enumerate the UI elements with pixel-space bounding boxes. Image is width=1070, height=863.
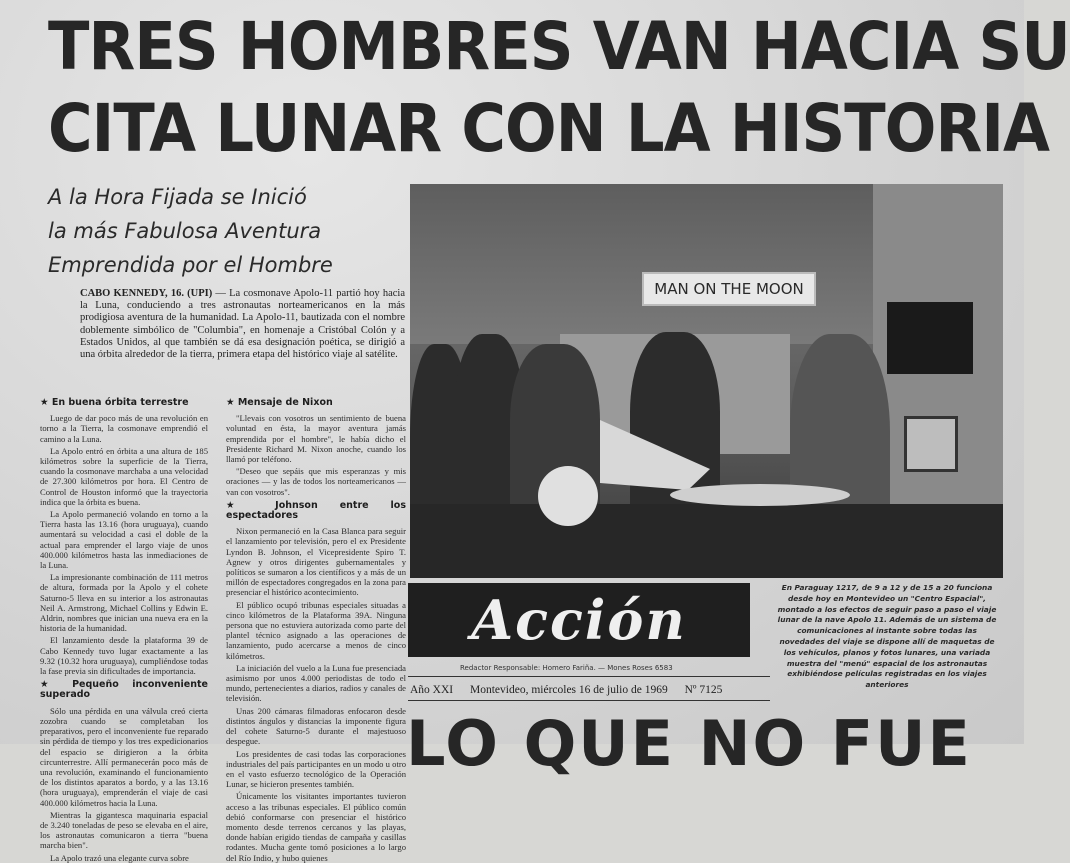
lead-paragraph [80, 288, 405, 361]
paragraph: La iniciación del vuelo a la Luna fue presenciada asimismo por unos 4.000 periodistas de todo el mundo, pertenecientes a diarios, radios y canales de televisión. [226, 662, 406, 704]
headline-line-1: TRES HOMBRES VAN HACIA SU [48, 8, 1070, 85]
photo-tv-set [904, 416, 958, 472]
masthead-logo [408, 583, 750, 657]
paragraph: Luego de dar poco más de una revolución en torno a la Tierra, la cosmonave emprendió el camino a la Luna. [40, 413, 208, 444]
headline-line-2: CITA LUNAR CON LA HISTORIA [48, 90, 1050, 167]
section-heading: ★ En buena órbita terrestre [40, 397, 189, 408]
paragraph: La impresionante combinación de 111 metros de altura, formada por la Apolo y el cohete Saturno-5 lleva en su interior a los astronautas Neil A. Armstrong, Michael Collins y Edwin E. Aldrin, nombres que inician una nueva era en la historia de la humanidad. [40, 572, 208, 634]
dateline: CABO KENNEDY, 16. (UPI) [80, 288, 213, 299]
issue-number: Nº 7125 [684, 684, 723, 696]
masthead-redactor: Redactor Responsable: Homero Fariña. — Mones Roses 6583 [460, 664, 673, 672]
subhead-line-2: la más Fabulosa Aventura [48, 219, 322, 243]
issue-year: Año XXI [410, 684, 454, 696]
paragraph: Sólo una pérdida en una válvula creó cierta zozobra cuando se completaban los preparativos, pero el inconveniente fue reparado sin pérdida de tiempo y los tres expedicionarios del espacio se dirigieron a la órbita circunterrestre. Allí permanecerán poco más de una revolución, examinando el funcionamiento de los distintos aparatos a bordo, y a las 13.16 (hora uruguaya), emprenderán el viaje de casi 400.000 kilómetros hacia la Luna. [40, 705, 208, 808]
paragraph: La Apolo permaneció volando en torno a la Tierra hasta las 13.16 (hora uruguaya), cuando aumentará su velocidad a casi el doble de la actual para emprender el largo viaje de unos 400.000 kilómetros hasta las inmediaciones de la Luna. [40, 509, 208, 571]
paragraph: El lanzamiento desde la plataforma 39 de Cabo Kennedy tuvo lugar exactamente a las 9.32 (10.32 hora uruguaya), cumpliéndose todas la fase previa sin dificultades de importancia. [40, 635, 208, 677]
masthead-folio [410, 684, 770, 696]
masthead-divider [408, 676, 770, 677]
subheadline [48, 180, 408, 282]
paragraph: El público ocupó tribunas especiales situadas a cinco kilómetros de la Plataforma 39A. Ninguna persona que no estuviera autorizada como parte del plantel técnico asignado a las operaciones de lanzamiento, pudo acercarse a menos de cinco kilómetros. [226, 599, 406, 661]
photo-caption: En Paraguay 1217, de 9 a 12 y de 15 a 20 funciona desde hoy en Montevideo un "Centro Espacial", montado a los efectos de seguir paso a paso el viaje lunar de la nave Apolo 11. Además de un sistema de comunicaciones al instante sobre todas las novedades del viaje se dispone allí de maquetas de los vehículos, planos y fotos lunares, una variada muestra del "menú" espacial de los astronautas exhibiéndose películas registradas en los viajes anteriores [777, 583, 997, 690]
article-column-2 [226, 394, 406, 863]
photo-globe-model [538, 466, 598, 526]
news-photo [410, 184, 1003, 578]
subhead-line-3: Emprendida por el Hombre [48, 253, 333, 277]
section-heading: ★ Mensaje de Nixon [226, 397, 333, 408]
man-on-the-moon-sign: MAN ON THE MOON [642, 272, 816, 306]
paragraph: Unas 200 cámaras filmadoras enfocaron desde distintos ángulos y distancias la imponente figura del cohete Saturno-5 durante el majestuoso despegue. [226, 705, 406, 747]
article-column-1 [40, 394, 208, 863]
paragraph: Nixon permaneció en la Casa Blanca para seguir el lanzamiento por televisión, pero el ex Presidente Lyndon B. Johnson, el Vicepresidente Spiro T. Agnew y otros dirigentes gubernamentales y políticos se sumaron a los científicos y a más de un millón de espectadores congregados en la zona para presenciar el histórico acontecimiento. [226, 526, 406, 598]
paragraph: La Apolo trazó una elegante curva sobre [50, 852, 189, 863]
folio-divider [408, 700, 770, 701]
photo-floor [410, 504, 1003, 578]
section-heading: ★ Pequeño inconveniente superado [40, 679, 208, 701]
paragraph: Los presidentes de casi todas las corporaciones industriales del país participantes en un modo u otro en el vasto esfuerzo tecnológico de la Operación Lunar, se hicieron presentes también. [226, 748, 406, 790]
paragraph: "Llevais con vosotros un sentimiento de buena voluntad en ésta, la mayor aventura jamás emprendida por el hombre", le había dicho el Presidente Richard M. Nixon anoche, cuando los llamó por teléfono. [226, 413, 406, 465]
subhead-line-1: A la Hora Fijada se Inició [48, 185, 307, 209]
bottom-headline: LO QUE NO FUE [406, 707, 972, 780]
lead-text: — La cosmonave Apolo-11 partió hoy hacia la Luna, conduciendo a tres astronautas norteamericanos en la más prodigiosa aventura de la humanidad. La Apolo-11, bautizada con el nombre doblemente simbólico de "Columbia", en homenaje a Cristóbal Colón y a Estados Unidos, al que también se dá esa designación poética, se dirigió a una órbita alrededor de la tierra, primera etapa del histórico viaje al satélite. [80, 288, 405, 361]
photo-screen [887, 302, 973, 374]
photo-table [670, 484, 850, 506]
paragraph: Mientras la gigantesca maquinaria espacial de 3.240 toneladas de peso se elevaba en el aire, los astronautas comunicaron a tierra "buena marcha bien". [40, 809, 208, 851]
issue-place-date: Montevideo, miércoles 16 de julio de 1969 [470, 684, 668, 696]
paragraph: Únicamente los visitantes importantes tuvieron acceso a las tribunas especiales. El público común debió conformarse con presenciar el histórico momento desde terrenos cercanos y las playas, donde habían erigido tiendas de campaña y casillas rodantes. Mucha gente tomó posiciones a lo largo del Río Indio, y hubo quienes [226, 791, 406, 863]
masthead-name: Acción [471, 588, 687, 652]
paragraph: La Apolo entró en órbita a una altura de 185 kilómetros sobre la superficie de la Tierra, cuando la cosmonave marchaba a una velocidad de 27.300 kilómetros por hora. El Centro de Control de Houston informó que la trayectoria indica que la órbita es buena. [40, 445, 208, 507]
section-heading: ★ Johnson entre los espectadores [226, 499, 406, 522]
paragraph: "Deseo que sepáis que mis esperanzas y mis oraciones — y las de todos los norteamericanos — van con vosotros". [226, 466, 406, 497]
main-headline [48, 6, 1070, 170]
